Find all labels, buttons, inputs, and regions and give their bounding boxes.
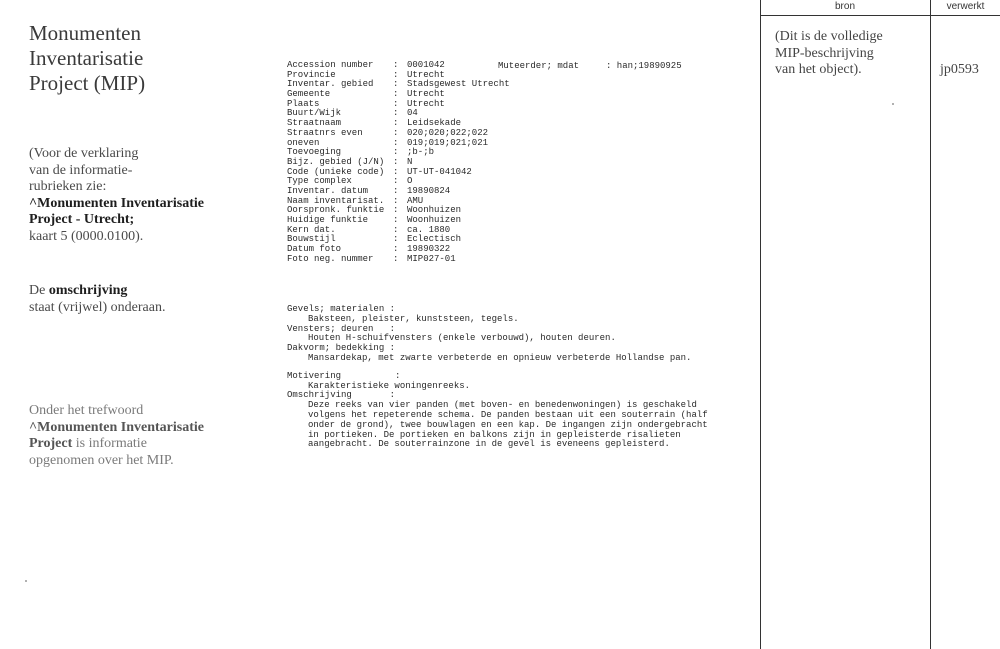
field-label: Foto neg. nummer [287,253,374,264]
field-separator: : [393,137,399,148]
table-header-rule [760,15,1000,16]
field-separator: : [393,60,399,70]
field-value: Utrecht [407,98,445,109]
field-separator: : [393,224,399,235]
note-line-bold: Project - Utrecht; [29,212,135,227]
table-border-mid [930,0,931,649]
column-header-verwerkt: verwerkt [946,1,985,12]
dakvorm-heading: Dakvorm; bedekking : [287,343,396,354]
note-line: opgenomen over het MIP. [29,452,174,468]
field-label: Accession number [287,60,374,70]
field-separator: : [393,98,399,109]
description-note [29,283,229,316]
note-text: De [29,283,49,298]
verwerkt-cell: jp0593 [940,62,979,77]
omschrijving-line: Deze reeks van vier panden (met boven- en benedenwoningen) is geschakeld [308,400,697,411]
gevels-text: Baksteen, pleister, kunststeen, tegels. [308,313,519,324]
motivering-text: Karakteristieke woningenreeks. [308,380,471,391]
table-border-left [760,0,761,649]
field-label: Straatnrs even [287,127,363,138]
vensters-heading: Vensters; deuren : [287,323,396,334]
title-line: Project (MIP) [29,71,146,95]
bron-cell [775,29,925,79]
field-label: Toevoeging [287,147,342,158]
field-label: Provincie [287,69,336,80]
field-label: Huidige funktie [287,215,369,225]
field-label: Inventar. datum [287,185,369,196]
field-value: O [407,176,413,187]
field-label: Straatnaam [287,118,342,129]
omschrijving-line: volgens het repeterende schema. De panden bestaan uit een souterrain (half [308,409,708,420]
field-label: Code (unieke code) [287,166,385,177]
field-value: ca. 1880 [407,224,451,235]
muteerder-label: Muteerder; mdat [498,61,580,71]
field-label: Oorspronk. funktie [287,205,385,216]
field-value: Leidsekade [407,118,462,129]
note-line: rubrieken zie: [29,179,107,194]
field-label: Datum foto [287,244,342,255]
field-separator: : [393,205,399,216]
note-text-bold: omschrijving [48,283,128,298]
field-separator: : [393,79,399,90]
field-label: Plaats [287,98,320,109]
field-label: oneven [287,137,320,148]
field-value: 19890824 [407,185,451,196]
field-label: Bijz. gebied (J/N) [287,156,385,167]
record-sections [287,305,747,450]
omschrijving-heading: Omschrijving : [287,390,396,401]
field-label: Naam inventarisat. [287,195,385,206]
field-value: AMU [407,195,424,206]
field-value: Woonhuizen [407,205,462,216]
field-separator: : [393,118,399,129]
bron-line: MIP-beschrijving [775,45,874,61]
omschrijving-line: aangebracht. De souterrainzone in de gevel is eveneens gepleisterd. [308,439,670,450]
keyword-note [29,403,229,469]
note-line [29,283,229,300]
record-fields [287,61,513,264]
vensters-text: Houten H-schuifvensters (enkele verbouwd), houten deuren. [308,333,616,344]
field-value: Utrecht [407,89,445,100]
field-separator: : [393,156,399,167]
field-value: 020;020;022;022 [407,127,489,138]
scan-speck [25,580,27,582]
omschrijving-line: onder de grond), twee bouwlagen en een kap. De ingangen zijn ondergebracht [308,419,708,430]
field-value: 04 [407,108,418,119]
field-label: Gemeente [287,89,331,100]
field-separator: : [393,176,399,187]
field-value: N [407,156,413,167]
field-value: MIP027-01 [407,253,456,264]
note-line: (Voor de verklaring [29,146,139,161]
field-separator: : [393,166,399,177]
note-line-bold: ^Monumenten Inventarisatie [29,419,204,435]
field-value: ;b-;b [407,147,435,158]
field-label: Bouwstijl [287,234,336,245]
field-label: Inventar. gebied [287,79,374,90]
info-note [29,146,229,245]
note-line: van de informatie- [29,162,133,178]
motivering-heading: Motivering : [287,370,401,381]
omschrijving-line: in portieken. De portieken en balkons zijn in gepleisterde risalieten [308,429,681,440]
column-header-bron: bron [834,1,855,12]
field-value: Stadsgewest Utrecht [407,79,510,90]
field-value: 019;019;021;021 [407,137,489,148]
field-separator: : [393,127,399,138]
field-separator: : [393,69,399,80]
field-separator: : [393,234,399,245]
note-text-bold: Project [29,436,73,451]
page-title [29,21,229,96]
field-separator: : [393,108,399,119]
bron-line: van het object). [775,62,862,77]
field-value: Utrecht [407,69,445,80]
field-label: Buurt/Wijk [287,108,342,119]
field-separator: : [393,244,399,255]
record-field-row [287,90,513,100]
note-line: staat (vrijwel) onderaan. [29,299,166,315]
title-line: Monumenten [29,21,141,45]
dakvorm-text: Mansardekap, met zwarte verbeterde en opnieuw verbeterde Hollandse pan. [308,352,692,363]
note-line: kaart 5 (0000.0100). [29,228,144,244]
muteerder-value: : han;19890925 [606,61,682,71]
field-separator: : [393,185,399,196]
field-value: 19890322 [407,244,451,255]
field-label: Kern dat. [287,224,336,235]
note-line-bold: ^Monumenten Inventarisatie [29,195,204,211]
note-text: is informatie [72,436,147,451]
record-field-row [287,255,513,265]
gevels-heading: Gevels; materialen : [287,304,396,314]
bron-line: (Dit is de volledige [775,29,883,44]
scan-speck [892,103,894,105]
field-value: UT-UT-041042 [407,166,472,177]
field-value: 0001042 [407,60,445,70]
note-line [29,436,229,453]
field-value: Woonhuizen [407,215,462,225]
field-separator: : [393,195,399,206]
field-separator: : [393,147,399,158]
field-label: Type complex [287,176,352,187]
field-separator: : [393,253,399,264]
note-line: Onder het trefwoord [29,403,144,418]
field-value: Eclectisch [407,234,462,245]
title-line: Inventarisatie [29,46,144,70]
field-separator: : [393,89,399,100]
field-separator: : [393,215,399,225]
